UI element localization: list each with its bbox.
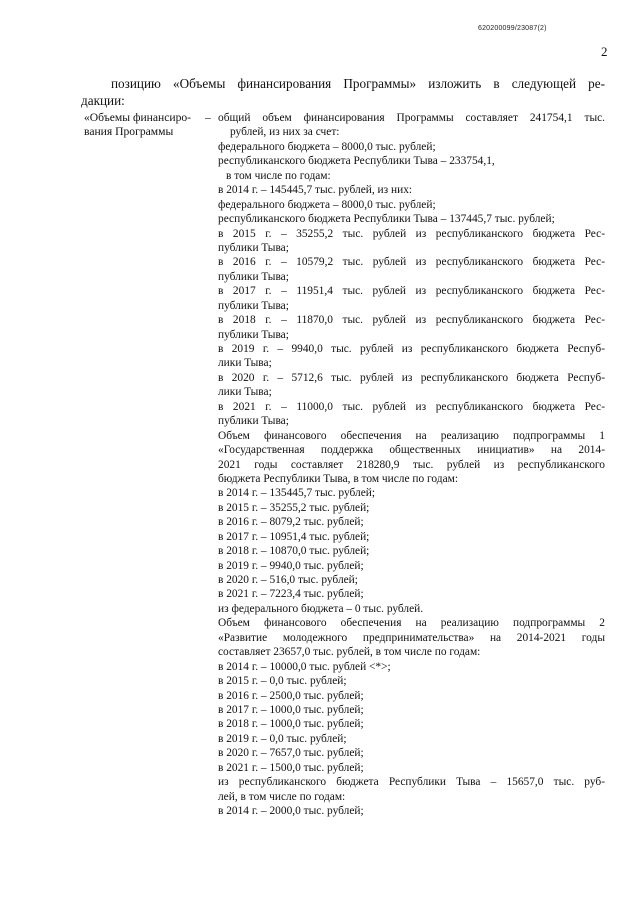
document-code: 620200099/23087(2) [478, 25, 547, 32]
funding-text-line: федерального бюджета – 8000,0 тыс. рублей; [218, 198, 436, 211]
position-label-line-2: вания Программы [84, 125, 174, 138]
funding-text-line: лики Тыва; [218, 386, 272, 399]
funding-text-line: республиканского бюджета Республики Тыва – 137445,7 тыс. рублей; [218, 213, 555, 226]
funding-text-line: из федерального бюджета – 0 тыс. рублей. [218, 602, 424, 615]
funding-text-line: в 2016 г. – 8079,2 тыс. рублей; [218, 516, 364, 529]
funding-text-line: в 2019 г. – 9940,0 тыс. рублей; [218, 559, 364, 572]
intro-text-line-2: дакции: [81, 93, 125, 108]
funding-text-line: составляет 23657,0 тыс. рублей, в том числе по годам: [218, 646, 481, 659]
funding-text-line: 2021 годы составляет 218280,9 тыс. рублей из республиканского [218, 458, 605, 471]
intro-text-line-1: позицию «Объемы финансирования Программы» изложить в следующей ре- [111, 76, 605, 91]
funding-text-line: в 2015 г. – 35255,2 тыс. рублей; [218, 501, 370, 514]
funding-text-line: общий объем финансирования Программы составляет 241754,1 тыс. [218, 112, 605, 124]
funding-text-line: в 2018 г. – 1000,0 тыс. рублей; [218, 718, 364, 731]
funding-text [218, 111, 605, 818]
funding-text-line: в 2015 г. – 35255,2 тыс. рублей из республиканского бюджета Рес- [218, 227, 605, 240]
funding-text-line: в 2018 г. – 11870,0 тыс. рублей из республиканского бюджета Рес- [218, 314, 605, 327]
funding-text-line: в 2019 г. – 9940,0 тыс. рублей из республиканского бюджета Респуб- [218, 343, 605, 355]
funding-text-line: в 2016 г. – 10579,2 тыс. рублей из республиканского бюджета Рес- [218, 256, 605, 269]
page-number: 2 [601, 44, 608, 59]
funding-text-line: публики Тыва; [218, 299, 289, 312]
funding-text-line: «Государственная поддержка общественных инициатив» на 2014- [218, 444, 605, 457]
funding-text-line: в 2019 г. – 0,0 тыс. рублей; [218, 732, 347, 745]
funding-text-line: в 2015 г. – 0,0 тыс. рублей; [218, 675, 347, 688]
funding-text-line: публики Тыва; [218, 241, 289, 254]
funding-text-line: в 2021 г. – 7223,4 тыс. рублей; [218, 588, 364, 601]
funding-text-line: республиканского бюджета Республики Тыва – 233754,1, [218, 155, 495, 168]
funding-text-line: Объем финансового обеспечения на реализацию подпрограммы 2 [218, 617, 605, 630]
label-dash: – [205, 111, 211, 124]
position-label-line-1: «Объемы финансиро- [84, 111, 192, 124]
funding-text-line: в 2017 г. – 10951,4 тыс. рублей; [218, 530, 370, 543]
funding-text-line: в 2021 г. – 1500,0 тыс. рублей; [218, 761, 364, 774]
funding-text-line: публики Тыва; [218, 328, 289, 341]
funding-text-line: «Развитие молодежного предпринимательства» на 2014-2021 годы [218, 631, 605, 644]
funding-text-line: в 2021 г. – 11000,0 тыс. рублей из республиканского бюджета Рес- [218, 400, 605, 413]
funding-text-line: в 2020 г. – 516,0 тыс. рублей; [218, 574, 358, 586]
funding-text-line: в 2020 г. – 5712,6 тыс. рублей из республиканского бюджета Респуб- [218, 371, 605, 384]
funding-text-line: бюджета Республики Тыва, в том числе по годам: [218, 472, 459, 485]
funding-text-line: в 2016 г. – 2500,0 тыс. рублей; [218, 689, 364, 702]
funding-text-line: в 2014 г. – 2000,0 тыс. рублей; [218, 805, 364, 817]
funding-text-line: в том числе по годам: [226, 169, 331, 182]
funding-text-line: публики Тыва; [218, 270, 289, 283]
funding-text-line: публики Тыва; [218, 415, 289, 428]
funding-text-line: в 2017 г. – 11951,4 тыс. рублей из республиканского бюджета Рес- [218, 285, 605, 298]
funding-text-line: в 2014 г. – 145445,7 тыс. рублей, из них: [218, 184, 413, 197]
funding-text-line: рублей, из них за счет: [230, 126, 340, 139]
funding-text-line: в 2018 г. – 10870,0 тыс. рублей; [218, 545, 370, 558]
funding-text-line: в 2017 г. – 1000,0 тыс. рублей; [218, 703, 364, 716]
funding-text-line: в 2014 г. – 135445,7 тыс. рублей; [218, 487, 376, 500]
funding-text-line: в 2014 г. – 10000,0 тыс. рублей <*>; [218, 660, 391, 673]
funding-text-line: из республиканского бюджета Республики Тыва – 15657,0 тыс. руб- [218, 776, 605, 789]
position-label [84, 111, 204, 139]
funding-text-line: Объем финансового обеспечения на реализацию подпрограммы 1 [218, 429, 605, 442]
funding-text-line: федерального бюджета – 8000,0 тыс. рублей; [218, 140, 436, 153]
funding-text-line: в 2020 г. – 7657,0 тыс. рублей; [218, 747, 364, 760]
funding-text-line: лики Тыва; [218, 357, 272, 370]
funding-text-line: лей, в том числе по годам: [218, 790, 346, 803]
